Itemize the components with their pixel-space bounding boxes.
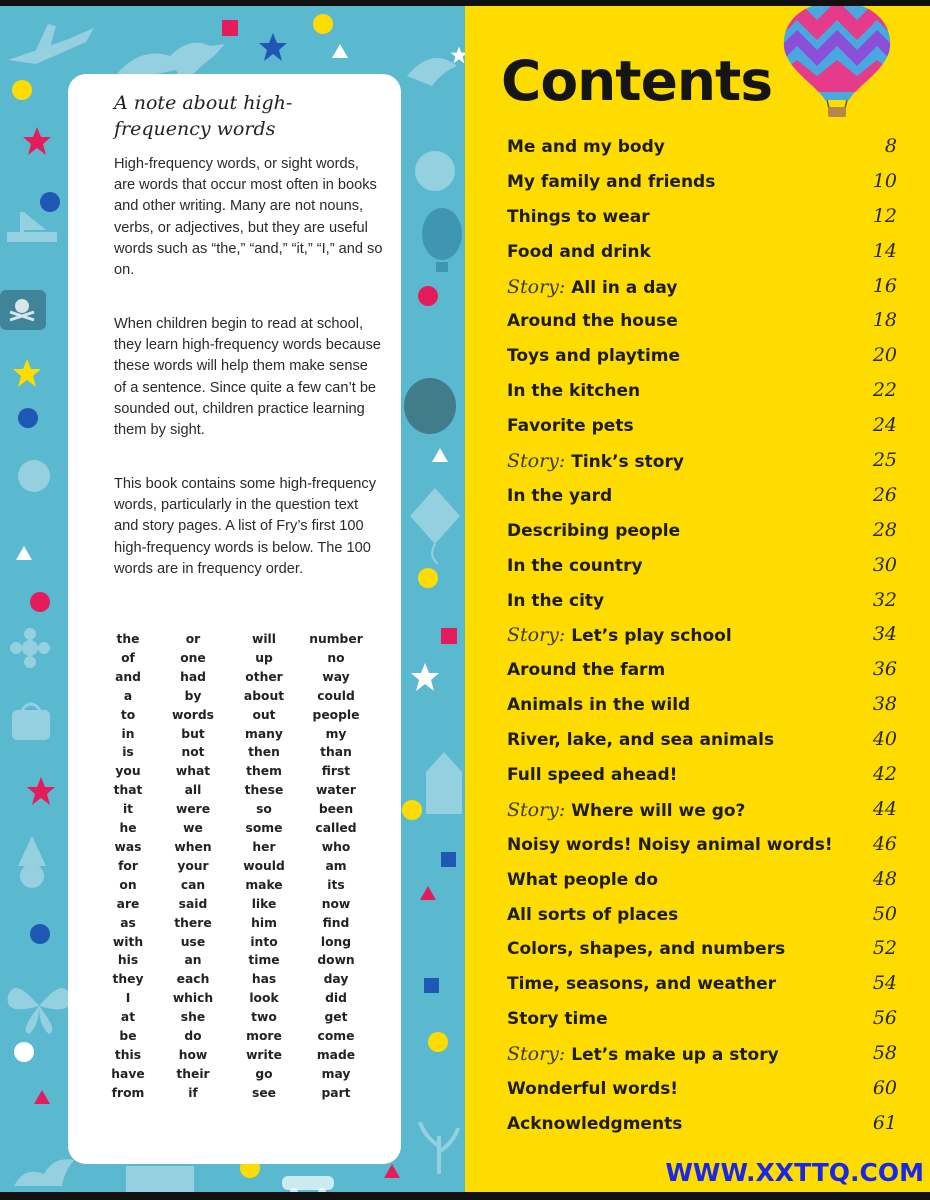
dot-icon <box>40 192 60 212</box>
plant-icon <box>414 1116 464 1176</box>
word-item: you <box>115 764 141 779</box>
word-item: look <box>249 991 279 1006</box>
toc-entry[interactable] <box>507 305 897 340</box>
note-paragraph: This book contains some high-frequency words, particularly in the question text and story pages. A list of Fry’s first 100 high-frequency words is below. The 100 words are in frequency order. <box>114 476 377 577</box>
toc-entry-title <box>507 693 690 717</box>
word-item: will <box>251 632 276 646</box>
sun-icon <box>4 446 64 506</box>
word-item: her <box>252 839 276 854</box>
word-item: then <box>248 745 280 760</box>
word-item: an <box>184 953 202 968</box>
word-item: other <box>245 669 283 684</box>
toc-entry-label: Animals in the wild <box>507 695 691 716</box>
word-item: make <box>245 877 283 892</box>
word-item: as <box>120 915 136 930</box>
word-item: his <box>117 953 139 968</box>
toc-entry-title <box>507 937 785 961</box>
note-title: A note about high-frequency words <box>114 92 293 140</box>
toc-entry-label: Around the house <box>507 311 678 332</box>
toc-page-number: 22 <box>872 379 897 402</box>
word-item: they <box>112 972 144 987</box>
word-item: some <box>245 821 283 836</box>
word-item: into <box>250 934 278 949</box>
word-item: first <box>321 764 351 779</box>
word-item: their <box>176 1066 210 1081</box>
toc-page-number: 48 <box>872 867 897 890</box>
word-item: from <box>111 1085 145 1100</box>
house-icon <box>424 746 464 816</box>
word-item: who <box>321 839 351 854</box>
toc-entry[interactable] <box>507 899 897 934</box>
word-item: so <box>256 802 272 817</box>
toc-page-number: 50 <box>872 902 897 925</box>
word-item: water <box>316 783 356 798</box>
word-item: can <box>180 877 206 892</box>
star-icon <box>12 358 42 388</box>
toc-entry-label: Me and my body <box>507 137 665 157</box>
dot-icon <box>12 80 32 100</box>
toc-entry-label: Let’s make up a story <box>571 1045 779 1066</box>
toc-entry-title <box>507 170 715 194</box>
toc-entry-title <box>507 658 665 682</box>
triangle-icon <box>432 448 448 462</box>
gorilla-icon <box>400 366 460 436</box>
toc-entry[interactable] <box>507 550 897 585</box>
triangle-icon <box>16 546 32 560</box>
word-item: how <box>178 1047 208 1062</box>
star-icon <box>450 46 465 64</box>
word-item: its <box>327 877 345 892</box>
triangle-icon <box>384 1164 400 1178</box>
word-item: do <box>184 1029 202 1044</box>
toc-entry-title <box>507 1042 779 1067</box>
toc-entry-label: Where will we go? <box>571 800 746 821</box>
dot-icon <box>18 408 38 428</box>
toc-entry-label: In the kitchen <box>507 381 641 402</box>
dot-icon <box>30 592 50 612</box>
word-item: which <box>172 991 214 1006</box>
word-item: on <box>119 877 137 892</box>
toc-page-number: 20 <box>872 344 897 367</box>
toc-entry[interactable] <box>507 619 897 654</box>
story-prefix: Story: <box>507 798 566 821</box>
dot-icon <box>418 568 438 588</box>
toc-entry-label: What people do <box>507 869 659 890</box>
word-item: been <box>318 802 354 817</box>
word-column <box>296 630 376 1103</box>
toc-entry-title <box>507 205 650 229</box>
star-icon <box>410 662 440 692</box>
word-item: many <box>245 726 283 741</box>
word-item: the <box>116 632 140 646</box>
toc-entry[interactable] <box>507 759 897 794</box>
toc-entry-label: Around the farm <box>507 660 666 681</box>
toc-entry[interactable] <box>507 271 897 306</box>
word-column <box>153 630 233 1103</box>
word-item: two <box>251 1010 277 1025</box>
toc-entry-title <box>507 1112 682 1136</box>
toc-entry-title <box>507 1077 678 1101</box>
butterfly-icon <box>4 976 74 1036</box>
toc-entry[interactable] <box>507 654 897 689</box>
toc-entry[interactable] <box>507 968 897 1003</box>
toc-entry[interactable] <box>507 201 897 236</box>
square-icon <box>222 20 238 36</box>
word-item: more <box>246 1029 282 1044</box>
airplane-icon <box>6 20 96 80</box>
star-icon <box>258 32 288 62</box>
toc-entry-title <box>507 903 678 927</box>
word-item: she <box>180 1010 206 1025</box>
toc-entry-label: Describing people <box>507 520 681 541</box>
toc-entry[interactable] <box>507 933 897 968</box>
toc-entry-label: Things to wear <box>507 206 650 227</box>
word-item: we <box>183 821 203 836</box>
balloon-small-icon <box>420 206 465 276</box>
word-item: and <box>115 669 141 684</box>
toc-entry[interactable] <box>507 166 897 201</box>
word-item: words <box>172 707 214 722</box>
toc-entry-label: Food and drink <box>507 241 651 262</box>
toc-page-number: 42 <box>872 763 897 786</box>
toc-page-number: 26 <box>872 483 897 506</box>
toc-entry-label: Noisy words! Noisy animal words! <box>507 834 833 855</box>
toc-entry[interactable] <box>507 480 897 515</box>
triangle-icon <box>332 44 348 58</box>
triangle-icon <box>420 886 436 900</box>
table-of-contents <box>507 131 897 1143</box>
word-item: each <box>176 972 210 987</box>
pirate-flag-icon <box>0 286 50 336</box>
word-item: have <box>111 1066 145 1081</box>
word-item: in <box>121 726 135 741</box>
toc-entry-title <box>507 240 651 264</box>
toc-page-number: 14 <box>872 239 897 262</box>
toc-entry-label: Story time <box>507 1009 608 1030</box>
word-item: when <box>174 839 212 854</box>
toc-entry-title <box>507 449 684 474</box>
toc-entry-title <box>507 868 658 892</box>
watermark: WWW.XXTTQ.COM <box>665 1158 924 1187</box>
word-item: that <box>113 783 143 798</box>
toc-entry-title <box>507 484 612 508</box>
bird-icon <box>402 36 462 96</box>
toc-page-number: 32 <box>872 588 897 611</box>
toc-entry[interactable] <box>507 794 897 829</box>
toc-page-number: 46 <box>872 832 897 855</box>
car-icon <box>278 1166 338 1192</box>
word-item: if <box>188 1085 198 1100</box>
star-icon <box>26 776 56 806</box>
word-item: there <box>174 915 212 930</box>
left-page <box>0 6 465 1192</box>
toc-entry-label: Tink’s story <box>571 452 684 473</box>
word-item: this <box>114 1047 142 1062</box>
word-item: is <box>122 745 134 760</box>
word-item: about <box>243 688 285 703</box>
word-item: out <box>252 707 276 722</box>
word-item: find <box>322 915 350 930</box>
toc-page-number: 16 <box>872 274 897 297</box>
word-item: now <box>321 896 351 911</box>
word-item: did <box>325 991 347 1006</box>
word-item: go <box>255 1066 273 1081</box>
word-item: no <box>327 650 345 665</box>
word-item: them <box>246 764 282 779</box>
toc-entry-title <box>507 379 640 403</box>
clock-icon <box>410 146 460 196</box>
toc-entry[interactable] <box>507 131 897 166</box>
square-icon <box>424 978 439 993</box>
toc-entry[interactable] <box>507 445 897 480</box>
word-item: am <box>325 858 347 873</box>
toc-page-number: 30 <box>872 553 897 576</box>
word-item: way <box>322 669 350 684</box>
toc-page-number: 40 <box>872 728 897 751</box>
note-paragraph: When children begin to read at school, they learn high-frequency words because these words will help them make sense of a sentence. Since quite a few can’t be sounded out, children practice learning them by sight. <box>114 316 381 439</box>
toc-entry-label: Favorite pets <box>507 416 634 437</box>
toc-entry-title <box>507 1007 608 1031</box>
dot-icon <box>313 14 333 34</box>
toc-entry[interactable] <box>507 375 897 410</box>
toc-entry-label: Let’s play school <box>571 626 732 647</box>
story-prefix: Story: <box>507 624 566 647</box>
word-item: could <box>317 688 355 703</box>
toc-entry-label: In the city <box>507 590 605 611</box>
toc-page-number: 54 <box>872 972 897 995</box>
note-card <box>68 74 401 1164</box>
triangle-icon <box>34 1090 50 1104</box>
toc-page-number: 52 <box>872 937 897 960</box>
word-item: him <box>251 915 277 930</box>
word-item: down <box>317 953 355 968</box>
word-item: but <box>181 726 205 741</box>
word-item: had <box>180 669 206 684</box>
toc-entry[interactable] <box>507 236 897 271</box>
toc-entry-title <box>507 554 643 578</box>
dot-icon <box>428 1032 448 1052</box>
word-item: of <box>121 650 135 665</box>
toc-entry-title <box>507 833 833 857</box>
story-prefix: Story: <box>507 1043 566 1066</box>
toc-page-number: 28 <box>872 518 897 541</box>
word-item: people <box>312 707 360 722</box>
toc-entry[interactable] <box>507 689 897 724</box>
toc-entry-label: In the country <box>507 555 643 576</box>
toc-page-number: 60 <box>872 1077 897 1100</box>
word-item: up <box>255 650 273 665</box>
gnome-icon <box>14 836 50 896</box>
toc-entry[interactable] <box>507 515 897 550</box>
word-item: said <box>178 896 208 911</box>
word-item: see <box>252 1085 276 1100</box>
word-item: he <box>119 821 137 836</box>
word-item: for <box>118 858 138 873</box>
toc-page-number: 25 <box>872 449 897 472</box>
toc-entry[interactable] <box>507 585 897 620</box>
dot-icon <box>402 800 422 820</box>
toc-entry-label: Toys and playtime <box>507 346 681 367</box>
story-prefix: Story: <box>507 450 566 473</box>
toc-entry-title <box>507 623 732 648</box>
toc-entry-title <box>507 763 677 787</box>
word-item: my <box>325 726 347 741</box>
word-item: by <box>184 688 202 703</box>
toc-entry-label: In the yard <box>507 485 613 506</box>
toc-page-number: 10 <box>872 169 897 192</box>
toc-page-number: 12 <box>872 204 897 227</box>
word-item: like <box>251 896 277 911</box>
word-item: would <box>243 858 285 873</box>
word-item: day <box>323 972 349 987</box>
word-item: called <box>315 821 357 836</box>
word-item: come <box>317 1029 355 1044</box>
word-item: one <box>180 650 206 665</box>
toc-entry[interactable] <box>507 410 897 445</box>
toc-entry-label: Time, seasons, and weather <box>507 974 777 995</box>
toc-entry-title <box>507 728 774 752</box>
word-item: were <box>175 802 211 817</box>
bag-icon <box>6 696 56 746</box>
toc-entry-title <box>507 309 678 333</box>
dot-icon <box>14 1042 34 1062</box>
dot-icon <box>418 286 438 306</box>
contents-title: Contents <box>501 49 773 113</box>
toc-entry[interactable] <box>507 1108 897 1143</box>
toc-entry-title <box>507 414 634 438</box>
word-item: it <box>122 802 134 817</box>
toc-entry-label: River, lake, and sea animals <box>507 730 775 751</box>
toc-page-number: 38 <box>872 693 897 716</box>
toc-page-number: 34 <box>872 623 897 646</box>
toc-page-number: 58 <box>872 1042 897 1065</box>
toc-entry[interactable] <box>507 829 897 864</box>
kite-icon <box>408 486 463 566</box>
toc-entry-title <box>507 972 776 996</box>
square-icon <box>441 852 456 867</box>
word-item: I <box>125 991 131 1006</box>
word-item: use <box>180 934 206 949</box>
word-item: a <box>123 688 133 703</box>
word-item: with <box>112 934 144 949</box>
toc-entry-title <box>507 275 677 300</box>
word-item: what <box>175 764 211 779</box>
word-item: may <box>321 1066 351 1081</box>
toc-page-number: 24 <box>872 414 897 437</box>
square-icon <box>441 628 457 644</box>
toc-entry[interactable] <box>507 340 897 375</box>
word-item: has <box>251 972 277 987</box>
note-paragraph: High-frequency words, or sight words, are words that occur most often in books and other writing. Many are not nouns, verbs, or adjectives, but they are useful words such as “the,” “and,” “it,” “I,” and so on. <box>114 156 383 279</box>
word-item: your <box>177 858 209 873</box>
toc-entry[interactable] <box>507 864 897 899</box>
word-item: part <box>321 1085 351 1100</box>
toc-entry-title <box>507 798 745 823</box>
toc-entry-label: All sorts of places <box>507 904 679 925</box>
word-item: made <box>316 1047 356 1062</box>
word-item: be <box>119 1029 137 1044</box>
toc-entry-label: Wonderful words! <box>507 1079 679 1100</box>
word-item: time <box>248 953 280 968</box>
word-item: write <box>246 1047 282 1062</box>
toc-entry-title <box>507 344 680 368</box>
word-column <box>224 630 304 1103</box>
toc-entry-label: Colors, shapes, and numbers <box>507 939 786 960</box>
toc-entry[interactable] <box>507 724 897 759</box>
star-icon <box>22 126 52 156</box>
toc-page-number: 18 <box>872 309 897 332</box>
dot-icon <box>30 924 50 944</box>
word-item: not <box>181 745 205 760</box>
toc-entry-label: All in a day <box>571 277 678 298</box>
toc-entry-title <box>507 135 665 159</box>
word-item: number <box>309 632 363 646</box>
toc-page-number: 44 <box>872 797 897 820</box>
toc-entry-title <box>507 589 604 613</box>
word-item: long <box>320 934 352 949</box>
toc-entry[interactable] <box>507 1073 897 1108</box>
toc-page-number: 56 <box>872 1007 897 1030</box>
word-item: was <box>114 839 142 854</box>
word-item: all <box>184 783 202 798</box>
toc-page-number: 61 <box>872 1111 897 1134</box>
right-page <box>465 6 930 1192</box>
story-prefix: Story: <box>507 275 566 298</box>
toc-entry-label: Acknowledgments <box>507 1113 683 1134</box>
word-item: these <box>244 783 284 798</box>
word-item: get <box>324 1010 348 1025</box>
toc-entry-label: My family and friends <box>507 171 716 192</box>
word-item: are <box>116 896 140 911</box>
flower-icon <box>8 626 52 670</box>
toc-entry-label: Full speed ahead! <box>507 765 678 786</box>
hot-air-balloon-icon <box>777 6 897 118</box>
word-item: to <box>120 707 136 722</box>
toc-entry[interactable] <box>507 1038 897 1073</box>
word-item: or <box>185 632 201 646</box>
toc-page-number: 36 <box>872 658 897 681</box>
word-item: than <box>320 745 352 760</box>
word-item: at <box>120 1010 136 1025</box>
toc-entry-title <box>507 519 680 543</box>
toc-entry[interactable] <box>507 1003 897 1038</box>
toc-page-number: 8 <box>884 135 897 157</box>
